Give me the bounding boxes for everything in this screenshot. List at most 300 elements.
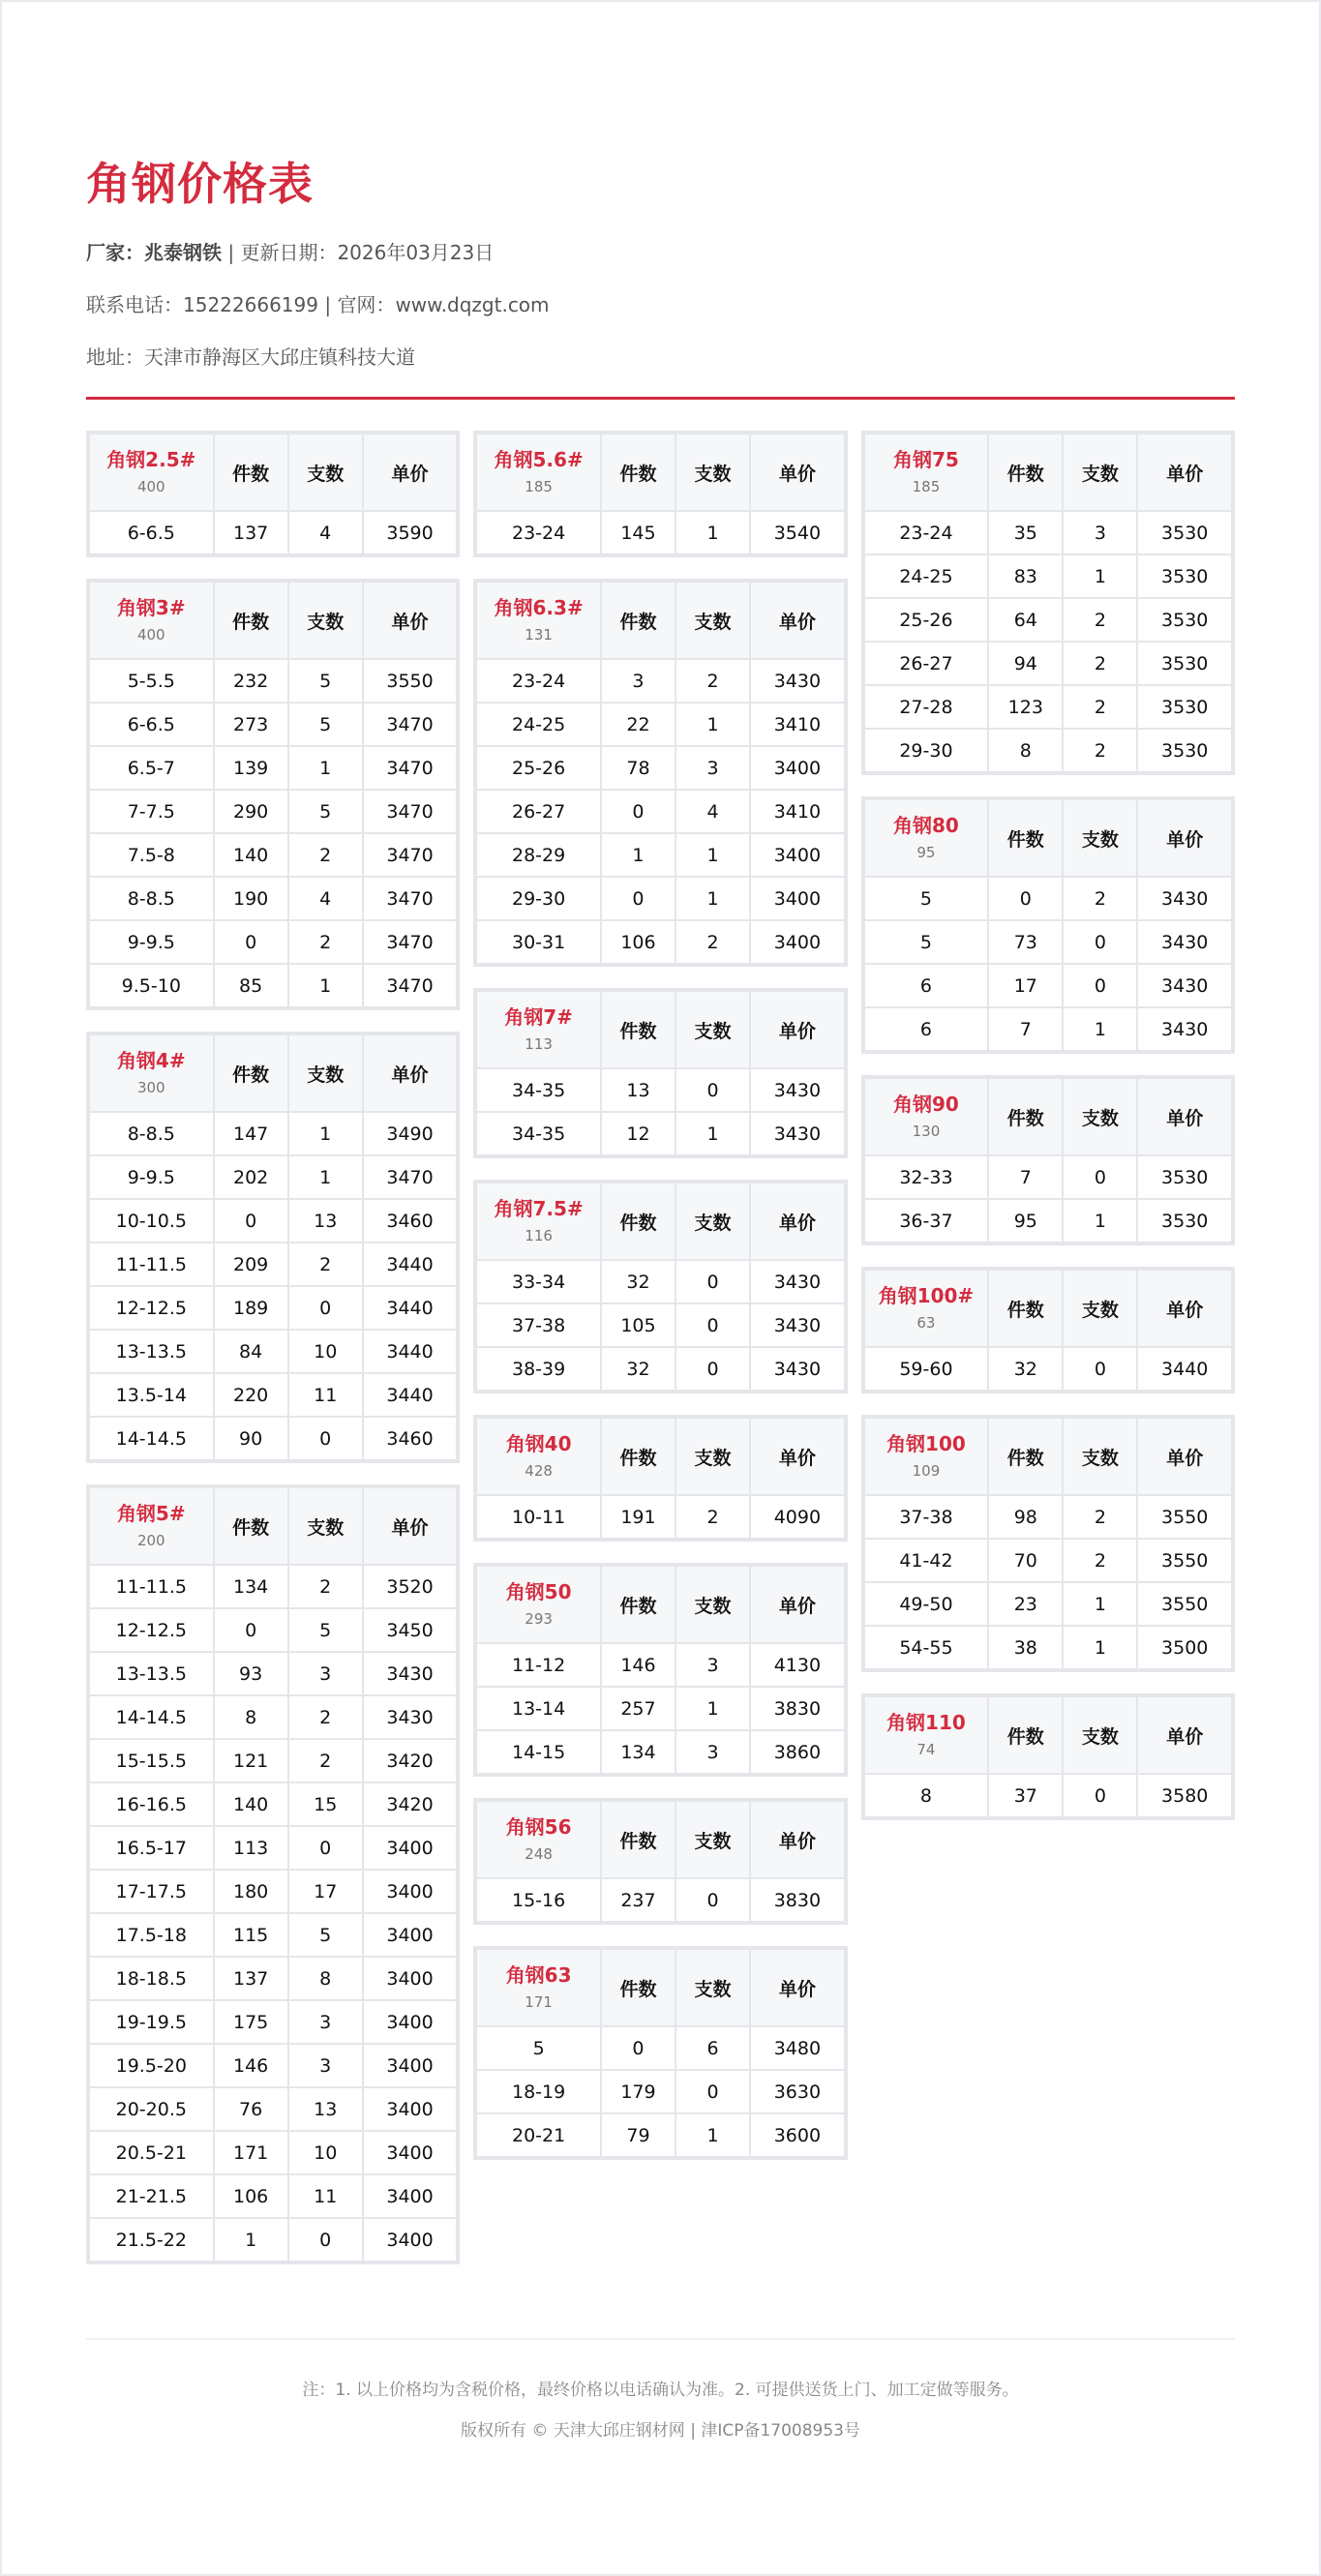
- pcs-cell: 17: [289, 1871, 362, 1912]
- spec-cell: 26-27: [477, 791, 600, 832]
- qty-cell: 171: [215, 2132, 287, 2173]
- header-pcs: 支数: [676, 1567, 749, 1642]
- price-table: [861, 1267, 1235, 1393]
- price-cell: 3430: [751, 1304, 844, 1346]
- pcs-cell: 4: [289, 512, 362, 554]
- qty-cell: 123: [989, 686, 1062, 728]
- price-cell: 3490: [364, 1113, 457, 1154]
- product-name: 角钢75: [893, 448, 959, 471]
- pcs-cell: 3: [676, 747, 749, 789]
- price-table: [473, 988, 847, 1158]
- spec-cell: 17-17.5: [90, 1871, 213, 1912]
- spec-cell: 6.5-7: [90, 747, 213, 789]
- header-price: 单价: [1138, 434, 1231, 510]
- header-qty: 件数: [215, 1488, 287, 1564]
- header-pcs: 支数: [676, 1183, 749, 1259]
- manufacturer-line: [86, 240, 1235, 265]
- price-cell: 3400: [751, 834, 844, 876]
- spec-cell: 6: [865, 965, 988, 1006]
- pcs-cell: 3: [289, 2045, 362, 2086]
- product-header-cell: [865, 1697, 988, 1773]
- spec-cell: 18-18.5: [90, 1958, 213, 1999]
- header-price: 单价: [1138, 1079, 1231, 1154]
- qty-cell: 94: [989, 643, 1062, 684]
- qty-cell: 290: [215, 791, 287, 832]
- product-name: 角钢6.3#: [494, 596, 584, 619]
- price-cell: 3430: [364, 1653, 457, 1694]
- column-2: [473, 431, 847, 2160]
- spec-cell: 5: [477, 2027, 600, 2069]
- pcs-cell: 2: [289, 1740, 362, 1782]
- phone-label: 联系电话：: [86, 293, 183, 316]
- pcs-cell: 0: [289, 1418, 362, 1459]
- table-header-row: [865, 434, 1231, 510]
- table-header-row: [477, 1950, 843, 2025]
- spec-cell: 19.5-20: [90, 2045, 213, 2086]
- table-row: [90, 747, 456, 789]
- qty-cell: 32: [989, 1348, 1062, 1390]
- product-header-cell: [477, 1183, 600, 1259]
- table-row: [477, 1731, 843, 1773]
- header-pcs: 支数: [1064, 800, 1136, 876]
- table-row: [90, 878, 456, 919]
- qty-cell: 22: [602, 704, 675, 745]
- qty-cell: 8: [989, 730, 1062, 771]
- spec-cell: 11-12: [477, 1644, 600, 1686]
- pcs-cell: 13: [289, 2088, 362, 2130]
- table-row: [90, 1418, 456, 1459]
- table-row: [90, 1609, 456, 1651]
- header-price: 单价: [1138, 1271, 1231, 1346]
- pcs-cell: 11: [289, 1374, 362, 1416]
- spec-cell: 6-6.5: [90, 512, 213, 554]
- price-cell: 3530: [1138, 512, 1231, 554]
- pcs-cell: 1: [676, 834, 749, 876]
- spec-cell: 34-35: [477, 1069, 600, 1111]
- qty-cell: 137: [215, 1958, 287, 1999]
- spec-cell: 6: [865, 1008, 988, 1050]
- product-subtitle: 116: [525, 1227, 553, 1244]
- manufacturer-label: 厂家：: [86, 241, 144, 264]
- spec-cell: 33-34: [477, 1261, 600, 1303]
- header-pcs: 支数: [289, 434, 362, 510]
- header-price: 单价: [364, 1035, 457, 1111]
- price-cell: 3450: [364, 1609, 457, 1651]
- pcs-cell: 1: [1064, 1583, 1136, 1625]
- spec-cell: 9-9.5: [90, 1156, 213, 1198]
- spec-cell: 8-8.5: [90, 1113, 213, 1154]
- header-qty: 件数: [989, 1271, 1062, 1346]
- table-row: [865, 1540, 1231, 1581]
- table-row: [477, 2027, 843, 2069]
- price-cell: 3480: [751, 2027, 844, 2069]
- product-name: 角钢100#: [878, 1284, 975, 1307]
- qty-cell: 232: [215, 660, 287, 702]
- header-pcs: 支数: [289, 1488, 362, 1564]
- qty-cell: 146: [215, 2045, 287, 2086]
- pcs-cell: 1: [676, 1688, 749, 1729]
- qty-cell: 115: [215, 1914, 287, 1956]
- pcs-cell: 1: [676, 512, 749, 554]
- pcs-cell: 6: [676, 2027, 749, 2069]
- table-row: [865, 1496, 1231, 1538]
- table-row: [477, 2114, 843, 2156]
- table-header-row: [90, 434, 456, 510]
- price-cell: 3440: [364, 1374, 457, 1416]
- product-name: 角钢7.5#: [494, 1197, 584, 1220]
- spec-cell: 13-13.5: [90, 1331, 213, 1372]
- qty-cell: 0: [602, 878, 675, 919]
- table-header-row: [865, 1697, 1231, 1773]
- product-subtitle: 171: [525, 1993, 553, 2011]
- product-name: 角钢80: [893, 814, 959, 837]
- header-qty: 件数: [989, 1419, 1062, 1494]
- table-header-row: [477, 434, 843, 510]
- contact-line: [86, 292, 1235, 317]
- pcs-cell: 3: [1064, 512, 1136, 554]
- table-row: [90, 1958, 456, 1999]
- header-pcs: 支数: [1064, 434, 1136, 510]
- spec-cell: 16-16.5: [90, 1783, 213, 1825]
- price-cell: 3440: [364, 1243, 457, 1285]
- table-header-row: [865, 1271, 1231, 1346]
- header-qty: 件数: [602, 1950, 675, 2025]
- price-cell: 3430: [751, 1348, 844, 1390]
- table-header-row: [90, 1488, 456, 1564]
- product-header-cell: [90, 1035, 213, 1111]
- spec-cell: 59-60: [865, 1348, 988, 1390]
- product-header-cell: [477, 583, 600, 658]
- header-pcs: 支数: [289, 583, 362, 658]
- pcs-cell: 0: [1064, 921, 1136, 963]
- table-header-row: [90, 583, 456, 658]
- table-row: [477, 704, 843, 745]
- spec-cell: 9.5-10: [90, 965, 213, 1006]
- table-row: [90, 704, 456, 745]
- pcs-cell: 2: [1064, 1540, 1136, 1581]
- table-row: [477, 2071, 843, 2112]
- qty-cell: 113: [215, 1827, 287, 1869]
- pcs-cell: 2: [1064, 1496, 1136, 1538]
- qty-cell: 175: [215, 2001, 287, 2043]
- price-cell: 3830: [751, 1879, 844, 1921]
- price-table: [473, 1798, 847, 1925]
- header-qty: 件数: [989, 434, 1062, 510]
- qty-cell: 145: [602, 512, 675, 554]
- table-row: [477, 1348, 843, 1390]
- spec-cell: 10-11: [477, 1496, 600, 1538]
- column-3: [861, 431, 1235, 1820]
- pcs-cell: 1: [1064, 555, 1136, 597]
- price-table: [86, 579, 460, 1010]
- table-row: [865, 1156, 1231, 1198]
- pcs-cell: 1: [289, 1156, 362, 1198]
- price-cell: 3440: [1138, 1348, 1231, 1390]
- qty-cell: 106: [602, 921, 675, 963]
- price-cell: 3530: [1138, 1200, 1231, 1242]
- spec-cell: 23-24: [477, 660, 600, 702]
- table-row: [865, 1583, 1231, 1625]
- spec-cell: 20-20.5: [90, 2088, 213, 2130]
- price-cell: 3430: [751, 1261, 844, 1303]
- qty-cell: 180: [215, 1871, 287, 1912]
- pcs-cell: 1: [1064, 1627, 1136, 1668]
- price-cell: 3470: [364, 704, 457, 745]
- header-qty: 件数: [215, 1035, 287, 1111]
- price-cell: 3500: [1138, 1627, 1231, 1668]
- price-cell: 3460: [364, 1418, 457, 1459]
- price-cell: 3400: [364, 1958, 457, 1999]
- pcs-cell: 15: [289, 1783, 362, 1825]
- pcs-cell: 8: [289, 1958, 362, 1999]
- qty-cell: 105: [602, 1304, 675, 1346]
- header-pcs: 支数: [676, 583, 749, 658]
- table-header-row: [477, 583, 843, 658]
- pcs-cell: 3: [676, 1644, 749, 1686]
- qty-cell: 23: [989, 1583, 1062, 1625]
- spec-cell: 25-26: [865, 599, 988, 641]
- pcs-cell: 3: [289, 2001, 362, 2043]
- table-row: [477, 1304, 843, 1346]
- price-cell: 3400: [364, 2175, 457, 2217]
- price-cell: 3540: [751, 512, 844, 554]
- table-row: [477, 878, 843, 919]
- table-row: [90, 921, 456, 963]
- header-pcs: 支数: [676, 1950, 749, 2025]
- phone-number: 15222666199: [183, 293, 318, 316]
- header-pcs: 支数: [1064, 1419, 1136, 1494]
- spec-cell: 8: [865, 1775, 988, 1816]
- price-table: [861, 1693, 1235, 1820]
- spec-cell: 23-24: [865, 512, 988, 554]
- qty-cell: 0: [215, 1609, 287, 1651]
- pcs-cell: 1: [676, 1113, 749, 1154]
- spec-cell: 37-38: [477, 1304, 600, 1346]
- qty-cell: 106: [215, 2175, 287, 2217]
- table-header-row: [477, 1419, 843, 1494]
- qty-cell: 0: [602, 2027, 675, 2069]
- spec-cell: 14-14.5: [90, 1696, 213, 1738]
- qty-cell: 190: [215, 878, 287, 919]
- price-cell: 3550: [1138, 1540, 1231, 1581]
- spec-cell: 15-15.5: [90, 1740, 213, 1782]
- spec-cell: 20.5-21: [90, 2132, 213, 2173]
- qty-cell: 1: [215, 2219, 287, 2261]
- header-qty: 件数: [602, 992, 675, 1067]
- pcs-cell: 1: [289, 747, 362, 789]
- product-subtitle: 400: [136, 478, 165, 495]
- spec-cell: 13.5-14: [90, 1374, 213, 1416]
- spec-cell: 13-14: [477, 1688, 600, 1729]
- price-cell: 3400: [364, 1914, 457, 1956]
- spec-cell: 19-19.5: [90, 2001, 213, 2043]
- spec-cell: 21-21.5: [90, 2175, 213, 2217]
- address-line: [86, 344, 1235, 370]
- qty-cell: 37: [989, 1775, 1062, 1816]
- table-header-row: [90, 1035, 456, 1111]
- spec-cell: 30-31: [477, 921, 600, 963]
- spec-cell: 14-14.5: [90, 1418, 213, 1459]
- price-table: [86, 431, 460, 557]
- table-row: [865, 965, 1231, 1006]
- price-cell: 3440: [364, 1287, 457, 1329]
- spec-cell: 14-15: [477, 1731, 600, 1773]
- product-subtitle: 248: [525, 1845, 553, 1863]
- pcs-cell: 2: [289, 1566, 362, 1607]
- table-row: [477, 660, 843, 702]
- table-row: [90, 2001, 456, 2043]
- pcs-cell: 0: [676, 1261, 749, 1303]
- price-cell: 3530: [1138, 686, 1231, 728]
- price-cell: 3630: [751, 2071, 844, 2112]
- header-price: 单价: [751, 1419, 844, 1494]
- table-header-row: [477, 1567, 843, 1642]
- product-name: 角钢2.5#: [106, 448, 196, 471]
- website-link[interactable]: www.dqzgt.com: [395, 293, 550, 316]
- qty-cell: 38: [989, 1627, 1062, 1668]
- table-row: [477, 1113, 843, 1154]
- header-qty: 件数: [215, 434, 287, 510]
- price-cell: 3530: [1138, 730, 1231, 771]
- pcs-cell: 1: [289, 1113, 362, 1154]
- header-qty: 件数: [602, 583, 675, 658]
- update-date: 2026年03月23日: [337, 241, 495, 264]
- table-row: [477, 747, 843, 789]
- product-name: 角钢56: [505, 1815, 572, 1839]
- table-row: [477, 512, 843, 554]
- qty-cell: 85: [215, 965, 287, 1006]
- table-row: [477, 791, 843, 832]
- pcs-cell: 11: [289, 2175, 362, 2217]
- product-header-cell: [865, 1079, 988, 1154]
- price-cell: 3460: [364, 1200, 457, 1242]
- price-cell: 3400: [751, 747, 844, 789]
- table-row: [90, 1243, 456, 1285]
- qty-cell: 140: [215, 834, 287, 876]
- spec-cell: 8-8.5: [90, 878, 213, 919]
- address-value: 天津市静海区大邱庄镇科技大道: [144, 345, 415, 369]
- website-label: | 官网：: [317, 293, 396, 316]
- spec-cell: 5-5.5: [90, 660, 213, 702]
- table-row: [90, 1287, 456, 1329]
- table-row: [865, 878, 1231, 919]
- pcs-cell: 1: [289, 965, 362, 1006]
- pcs-cell: 10: [289, 1331, 362, 1372]
- product-header-cell: [865, 1419, 988, 1494]
- pcs-cell: 2: [289, 1243, 362, 1285]
- qty-cell: 12: [602, 1113, 675, 1154]
- header-qty: 件数: [215, 583, 287, 658]
- product-subtitle: 95: [916, 844, 936, 861]
- table-row: [865, 686, 1231, 728]
- spec-cell: 18-19: [477, 2071, 600, 2112]
- qty-cell: 90: [215, 1418, 287, 1459]
- price-cell: 3550: [364, 660, 457, 702]
- spec-cell: 38-39: [477, 1348, 600, 1390]
- pcs-cell: 5: [289, 791, 362, 832]
- price-cell: 3430: [1138, 1008, 1231, 1050]
- table-row: [90, 1653, 456, 1694]
- product-name: 角钢110: [886, 1711, 966, 1734]
- pcs-cell: 2: [1064, 686, 1136, 728]
- price-cell: 3550: [1138, 1583, 1231, 1625]
- qty-cell: 147: [215, 1113, 287, 1154]
- header-pcs: 支数: [676, 1802, 749, 1877]
- spec-cell: 28-29: [477, 834, 600, 876]
- table-row: [865, 555, 1231, 597]
- price-cell: 3410: [751, 791, 844, 832]
- pcs-cell: 5: [289, 1914, 362, 1956]
- table-row: [90, 791, 456, 832]
- price-table: [473, 1180, 847, 1393]
- spec-cell: 20-21: [477, 2114, 600, 2156]
- header-price: 单价: [751, 992, 844, 1067]
- header-pcs: 支数: [1064, 1079, 1136, 1154]
- spec-cell: 29-30: [477, 878, 600, 919]
- header-pcs: 支数: [289, 1035, 362, 1111]
- pcs-cell: 13: [289, 1200, 362, 1242]
- qty-cell: 35: [989, 512, 1062, 554]
- price-table: [473, 1415, 847, 1542]
- price-cell: 3400: [364, 2001, 457, 2043]
- qty-cell: 121: [215, 1740, 287, 1782]
- pcs-cell: 3: [289, 1653, 362, 1694]
- spec-cell: 26-27: [865, 643, 988, 684]
- qty-cell: 93: [215, 1653, 287, 1694]
- spec-cell: 7-7.5: [90, 791, 213, 832]
- table-row: [90, 1696, 456, 1738]
- product-subtitle: 185: [912, 478, 941, 495]
- pcs-cell: 0: [1064, 1775, 1136, 1816]
- price-table: [473, 1946, 847, 2160]
- spec-cell: 49-50: [865, 1583, 988, 1625]
- pcs-cell: 2: [676, 1496, 749, 1538]
- pcs-cell: 2: [676, 921, 749, 963]
- table-row: [865, 1627, 1231, 1668]
- price-cell: 3530: [1138, 555, 1231, 597]
- qty-cell: 179: [602, 2071, 675, 2112]
- table-header-row: [865, 1419, 1231, 1494]
- price-cell: 3430: [1138, 965, 1231, 1006]
- spec-cell: 24-25: [477, 704, 600, 745]
- table-row: [865, 921, 1231, 963]
- header-qty: 件数: [602, 434, 675, 510]
- qty-cell: 83: [989, 555, 1062, 597]
- price-cell: 3470: [364, 965, 457, 1006]
- product-header-cell: [90, 583, 213, 658]
- spec-cell: 23-24: [477, 512, 600, 554]
- product-name: 角钢63: [505, 1963, 572, 1987]
- price-cell: 3400: [364, 2219, 457, 2261]
- product-name: 角钢90: [893, 1093, 959, 1116]
- header-qty: 件数: [602, 1183, 675, 1259]
- spec-cell: 34-35: [477, 1113, 600, 1154]
- qty-cell: 73: [989, 921, 1062, 963]
- spec-cell: 6-6.5: [90, 704, 213, 745]
- qty-cell: 189: [215, 1287, 287, 1329]
- pcs-cell: 2: [1064, 730, 1136, 771]
- price-table: [86, 1484, 460, 2264]
- table-row: [90, 1374, 456, 1416]
- product-name: 角钢40: [505, 1432, 572, 1455]
- pcs-cell: 2: [289, 834, 362, 876]
- spec-cell: 10-10.5: [90, 1200, 213, 1242]
- table-row: [865, 512, 1231, 554]
- product-header-cell: [90, 434, 213, 510]
- product-header-cell: [865, 800, 988, 876]
- product-subtitle: 109: [912, 1462, 941, 1480]
- pcs-cell: 0: [1064, 1348, 1136, 1390]
